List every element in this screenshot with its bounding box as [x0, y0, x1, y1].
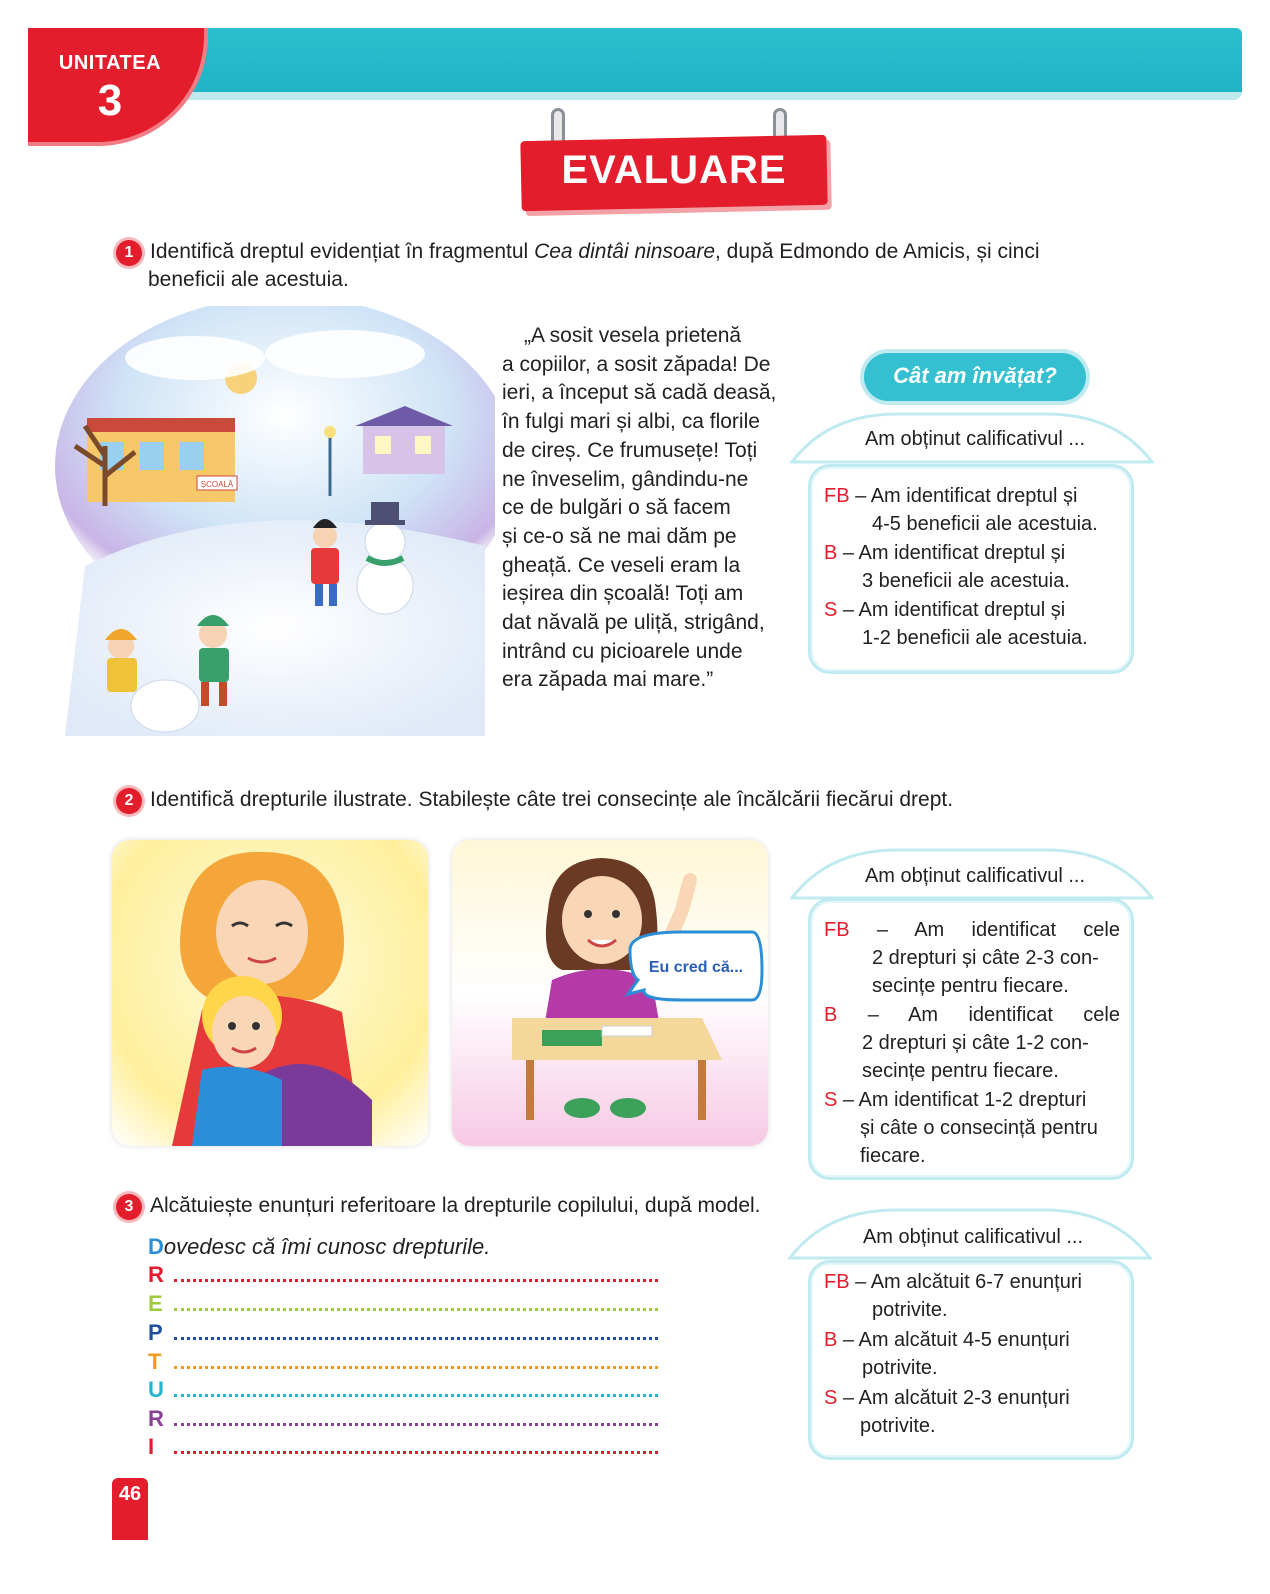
winter-illustration	[45, 306, 495, 736]
grade-item-fb-cont: potrivite.	[872, 1299, 948, 1321]
quote-line: ce de bulgări o să facem	[502, 496, 731, 520]
quote-line: ieșirea din școală! Toți am	[502, 582, 744, 606]
model-letter: D	[148, 1234, 164, 1259]
speech-bubble-text: Eu cred că...	[648, 959, 744, 976]
grade-item-s-cont: fiecare.	[860, 1145, 926, 1167]
grade-text: – Am alcătuit 6-7 enunțuri	[849, 1271, 1082, 1293]
grade-item-s	[824, 1086, 1086, 1115]
question-1-title: Cea dintâi ninsoare	[534, 240, 716, 263]
unit-number: 3	[97, 76, 123, 125]
page-number: 46	[118, 1483, 142, 1505]
grade-item-fb	[824, 482, 1120, 511]
grade-item-s-cont: 1-2 beneficii ale acestuia.	[862, 627, 1088, 649]
grade-key: S	[824, 1387, 838, 1409]
answer-line[interactable]	[174, 1366, 658, 1369]
answer-line[interactable]	[174, 1451, 658, 1454]
grade-text: – Am identificat 1-2 drepturi	[837, 1089, 1087, 1111]
answer-line[interactable]	[174, 1337, 658, 1340]
grade-text: – Am alcătuit 4-5 enunțuri	[837, 1329, 1070, 1351]
grade-text: – Am identificat dreptul și	[837, 599, 1066, 621]
quote-line: intrând cu picioarele unde	[502, 639, 743, 663]
acrostic-letter: U	[148, 1377, 164, 1402]
header-band-shadow	[150, 92, 1242, 100]
question-1-text-line2: beneficii ale acestuia.	[148, 268, 349, 291]
grade-item-b	[824, 539, 1065, 568]
grade-key: FB	[824, 1271, 850, 1293]
grade-item-b-cont: 2 drepturi și câte 1-2 con-	[862, 1032, 1089, 1054]
acrostic-letter: I	[148, 1434, 155, 1459]
question-2-text: Identifică drepturile ilustrate. Stabilește câte trei consecințe ale încălcării fiecărui drept.	[150, 788, 954, 811]
answer-line[interactable]	[174, 1279, 658, 1282]
grade-item-b-cont: 3 beneficii ale acestuia.	[862, 570, 1070, 592]
section-pill-label: Cât am învățat?	[893, 363, 1057, 388]
quote-line: în fulgi mari și albi, ca florile	[502, 410, 760, 434]
grade-item-fb-cont: 2 drepturi și câte 2-3 con-	[872, 947, 1099, 969]
page-title: EVALUARE	[561, 148, 787, 192]
school-sign: ȘCOALĂ	[200, 480, 234, 489]
grade-key: B	[824, 542, 838, 564]
grade-text: – Am alcătuit 2-3 enunțuri	[837, 1387, 1070, 1409]
grade-item-b-cont: potrivite.	[862, 1357, 938, 1379]
grade-key: FB	[824, 919, 850, 941]
grade-box-title: Am obținut calificativul ...	[862, 1226, 1084, 1248]
grade-text: – Am identificat dreptul și	[849, 485, 1078, 507]
grade-text: – Am identificat cele	[849, 919, 1120, 941]
quote-line: dat năvală pe uliță, strigând,	[502, 611, 765, 635]
question-3-text: Alcătuiește enunțuri referitoare la drepturile copilului, după model.	[150, 1194, 761, 1217]
grade-box-title: Am obținut calificativul ...	[864, 428, 1086, 450]
grade-item-fb-cont: secințe pentru fiecare.	[872, 975, 1069, 997]
model-text: ovedesc că îmi cunosc drepturile.	[163, 1234, 491, 1259]
grade-item-s-cont: potrivite.	[860, 1415, 936, 1437]
question-1-text-part: Identifică dreptul evidențiat în fragmentul	[150, 240, 535, 263]
quote-line: a copiilor, a sosit zăpada! De	[502, 352, 771, 376]
grade-key: FB	[824, 485, 850, 507]
question-number: 1	[116, 240, 142, 266]
grade-item-b	[824, 1326, 1070, 1355]
quote-line: de cireș. Ce frumusețe! Toți	[502, 438, 758, 462]
quote-fragment	[502, 322, 780, 695]
model-sentence	[148, 1234, 490, 1260]
grade-item-fb	[824, 1268, 1082, 1297]
grade-box-title: Am obținut calificativul ...	[864, 865, 1086, 887]
grade-item-s-cont: și câte o consecință pentru	[860, 1117, 1098, 1139]
grade-item-s	[824, 1384, 1070, 1413]
answer-line[interactable]	[174, 1423, 658, 1426]
grade-key: S	[824, 599, 838, 621]
unit-label: UNITATEA	[58, 52, 162, 74]
grade-key: B	[824, 1329, 838, 1351]
question-number: 3	[116, 1194, 142, 1220]
acrostic-letter: T	[148, 1349, 162, 1374]
quote-line: și ce-o să ne mai dăm pe	[502, 524, 737, 548]
question-1-text-part: , după Edmondo de Amicis, și cinci	[715, 240, 1040, 263]
grade-text: – Am identificat cele	[837, 1004, 1120, 1026]
quote-line: gheață. Ce veseli eram la	[502, 553, 741, 577]
quote-line: „A sosit vesela prietenă	[524, 324, 742, 347]
quote-line: era zăpada mai mare.”	[502, 668, 714, 692]
acrostic-letter: E	[148, 1291, 163, 1316]
answer-line[interactable]	[174, 1394, 658, 1397]
grade-item-s	[824, 596, 1065, 625]
grade-key: B	[824, 1004, 838, 1026]
acrostic-letter: R	[148, 1262, 164, 1287]
girl-desk-illustration	[452, 840, 768, 1146]
grade-text: – Am identificat dreptul și	[837, 542, 1066, 564]
grade-item-fb-cont: 4-5 beneficii ale acestuia.	[872, 513, 1098, 535]
acrostic-letter: R	[148, 1406, 164, 1431]
quote-line: ne înveselim, gândindu-ne	[502, 467, 749, 491]
grade-key: S	[824, 1089, 838, 1111]
grade-item-b	[824, 1001, 1120, 1030]
grade-item-b-cont: secințe pentru fiecare.	[862, 1060, 1059, 1082]
grade-item-fb	[824, 916, 1120, 945]
question-number: 2	[116, 788, 142, 814]
question-1-text	[150, 238, 1150, 266]
answer-line[interactable]	[174, 1308, 658, 1311]
header-band	[150, 28, 1242, 94]
quote-line: ieri, a început să cadă deasă,	[502, 381, 777, 405]
mother-child-illustration	[112, 840, 428, 1146]
acrostic-letter: P	[148, 1320, 163, 1345]
